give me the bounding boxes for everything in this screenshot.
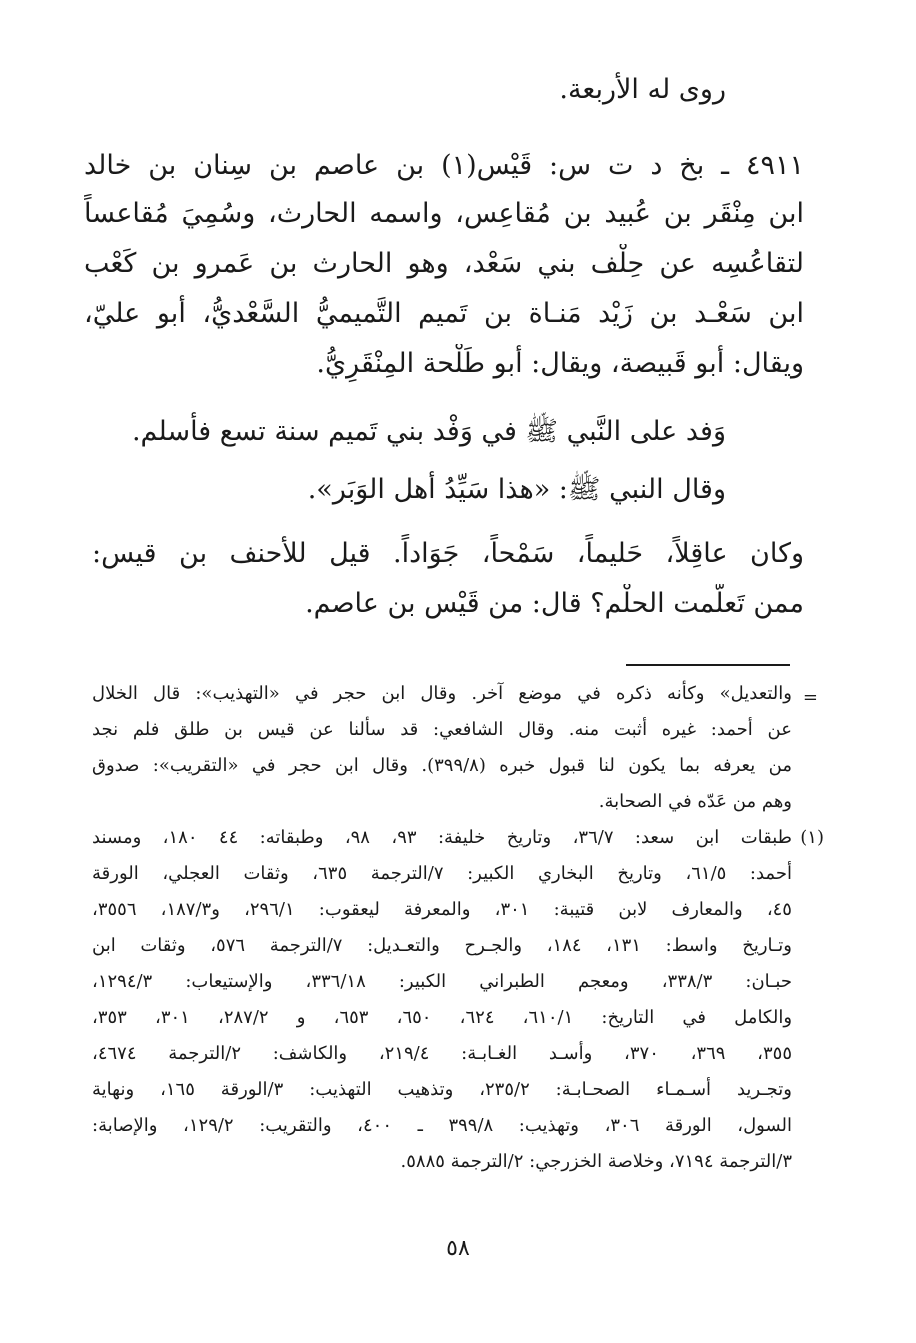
main-line-1: روى له الأربعة. [559,74,726,105]
main-line-4: لتقاعُسِه عن حِلْف بني سَعْد، وهو الحارث بن عَمرو بن كَعْب [84,248,804,279]
main-line-9: وكان عاقِلاً، حَليماً، سَمْحاً، جَوَاداً. قيل للأحنف بن قيس: [92,538,804,569]
footnote-1-line-8: وتجـريد أسـمـاء الصحـابـة: ٢٣٥/٢، وتذهيب التهذيب: ٣/الورقة ١٦٥، ونهاية [92,1079,792,1100]
page-number: ٥٨ [446,1236,470,1261]
main-line-6: ويقال: أبو قَبيصة، ويقال: أبو طَلْحة المِنْقَرِيُّ. [316,348,804,379]
footnote-1-line-4: وتـاريخ واسط: ١٣١، ١٨٤، والجـرح والتعـديل: ٧/الترجمة ٥٧٦، وثقات ابن [92,935,792,956]
footnote-separator [626,664,790,666]
footnote-1-line-6: والكامل في التاريخ: ٦١٠/١، ٦٢٤، ٦٥٠، ٦٥٣، و ٢٨٧/٢، ٣٠١، ٣٥٣، [92,1007,792,1028]
footnote-continuation-line-2: عن أحمد: غيره أثبت منه. وقال الشافعي: قد سألنا عن قيس بن طلق فلم نجد [92,719,792,740]
main-line-10: ممن تَعلّمت الحلْم؟ قال: من قَيْس بن عاصم. [305,588,804,619]
footnote-continuation-marker: = [802,687,818,708]
main-line-5: ابن سَعْـد بن زَيْد مَنـاة بن تَميم التَّميميُّ السَّعْديُّ، أبو عليّ، [84,298,804,329]
main-line-7: وَفد على النَّبي ﷺ في وَفْد بني تَميم سنة تسع فأسلم. [131,416,726,447]
footnote-1-line-7: ٣٥٥، ٣٦٩، ٣٧٠، وأسـد الغـابـة: ٢١٩/٤، والكاشف: ٢/الترجمة ٤٦٧٤، [92,1043,792,1064]
footnote-1-line-3: ٤٥، والمعارف لابن قتيبة: ٣٠١، والمعرفة ليعقوب: ٢٩٦/١، و١٨٧/٣، ٣٥٥٦، [92,899,792,920]
footnote-continuation-line-3: من يعرفه بما يكون لنا قبول خبره (٣٩٩/٨). وقال ابن حجر في «التقريب»: صدوق [92,755,792,776]
footnote-1-line-5: حبـان: ٣٣٨/٣، ومعجم الطبراني الكبير: ٣٣٦/١٨، والإستيعاب: ١٢٩٤/٣، [92,971,792,992]
footnote-1-line-2: أحمد: ٦١/٥، وتاريخ البخاري الكبير: ٧/الترجمة ٦٣٥، وثقات العجلي، الورقة [92,863,792,884]
footnote-continuation-line-4: وهم من عَدّه في الصحابة. [598,791,792,812]
main-line-8: وقال النبي ﷺ: «هذا سَيِّدُ أهل الوَبَر». [307,474,726,505]
main-line-3: ابن مِنْقَر بن عُبيد بن مُقاعِس، واسمه الحارث، وسُمِيَ مُقاعساً [84,198,804,229]
footnote-1-line-1: طبقات ابن سعد: ٣٦/٧، وتاريخ خليفة: ٩٣، ٩٨، وطبقاته: ٤٤ ١٨٠، ومسند [92,827,792,848]
footnote-continuation-line-1: والتعديل» وكأنه ذكره في موضع آخر. وقال ابن حجر في «التهذيب»: قال الخلال [92,683,792,704]
footnote-1-line-9: السول، الورقة ٣٠٦، وتهذيب: ٣٩٩/٨ ـ ٤٠٠، والتقريب: ١٢٩/٢، والإصابة: [92,1115,792,1136]
footnote-1-marker: (١) [800,827,824,848]
footnote-1-line-10: ٣/الترجمة ٧١٩٤، وخلاصة الخزرجي: ٢/الترجمة ٥٨٨٥. [400,1151,792,1172]
main-line-2: ٤٩١١ ـ بخ د ت س: قَيْس(١) بن عاصم بن سِنان بن خالد [84,150,804,181]
